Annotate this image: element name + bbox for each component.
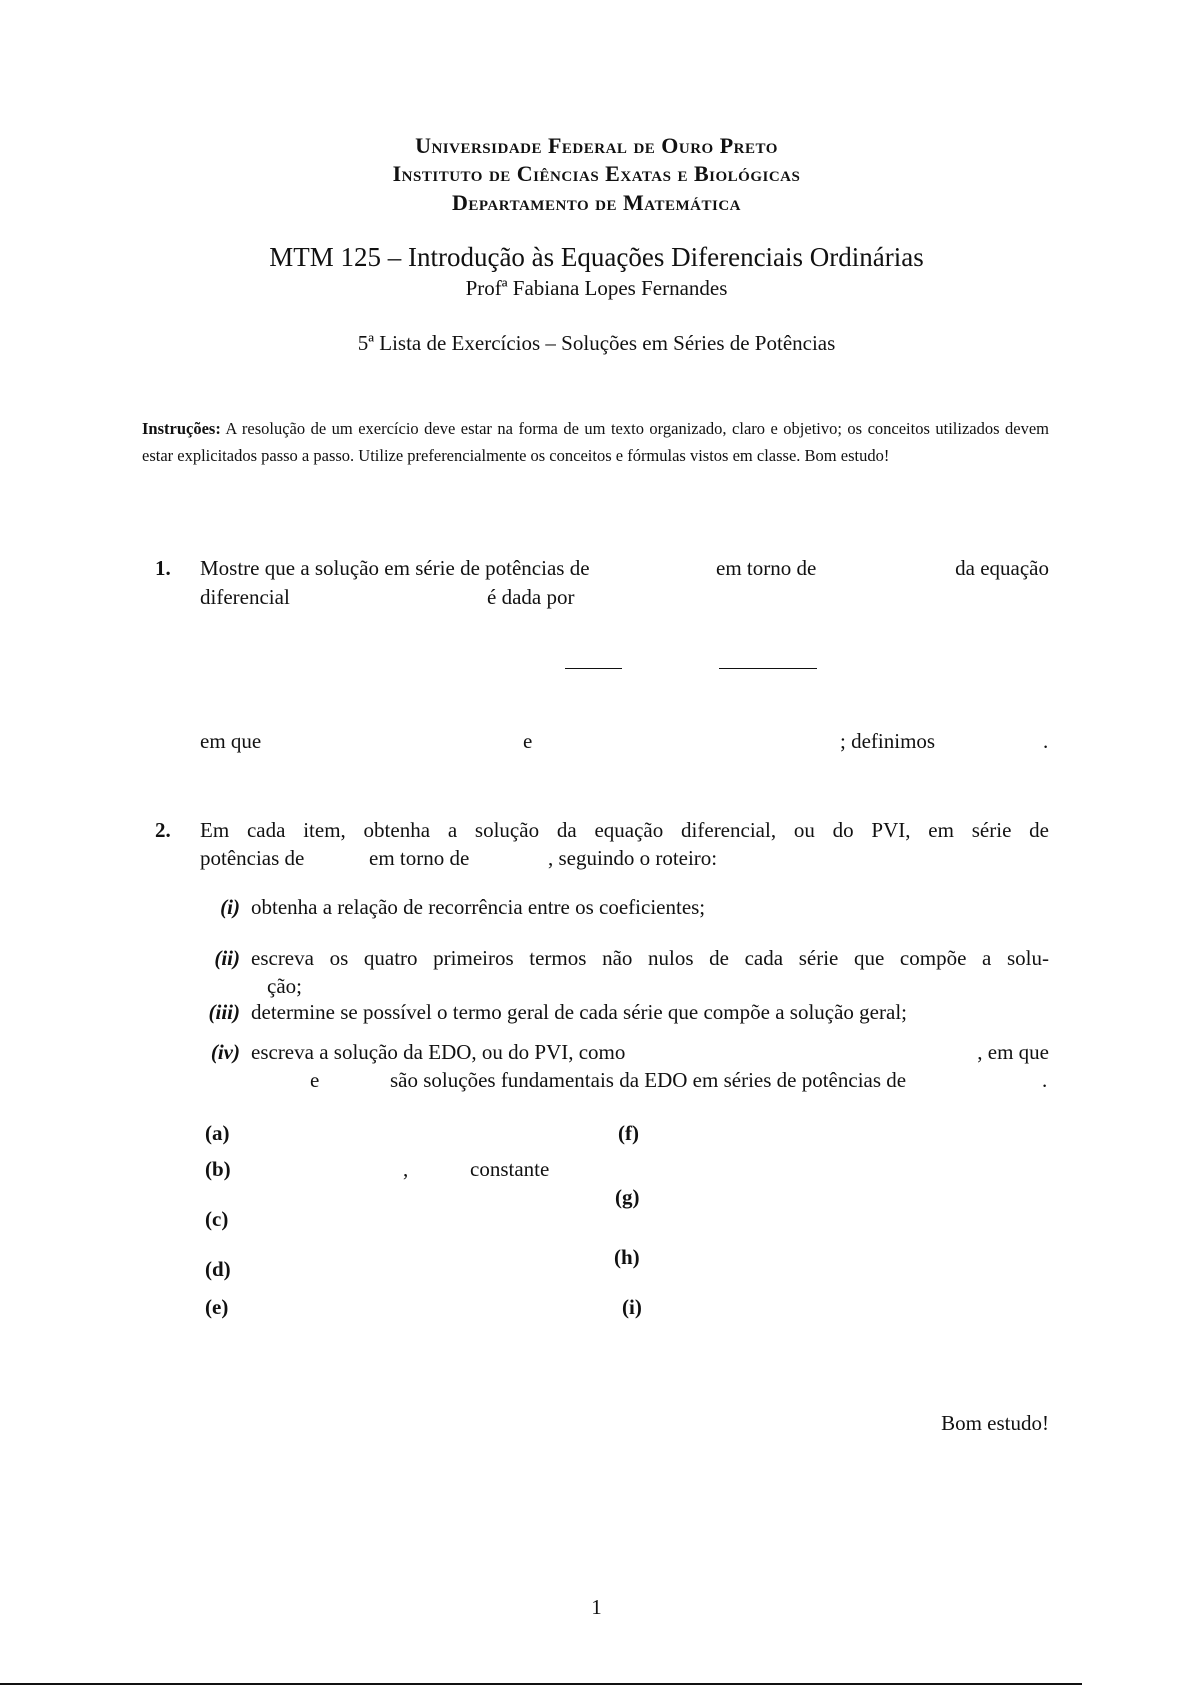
q1-text: em que (200, 729, 262, 753)
item-a-label: (a) (205, 1121, 230, 1145)
item-g-label: (g) (615, 1185, 640, 1209)
q2-text: , seguindo o roteiro: (548, 846, 718, 870)
q2-number: 2. (155, 818, 171, 842)
item-d-label: (d) (205, 1257, 231, 1281)
step-text: escreva os quatro primeiros termos não nulos de cada série que compõe a solu- (251, 946, 1049, 970)
fraction-bar (565, 668, 622, 669)
q1-number: 1. (155, 556, 171, 580)
university-name: Universidade Federal de Ouro Preto (415, 133, 778, 158)
q1-text: é dada por (487, 585, 575, 609)
step-label: (iv) (210, 1040, 240, 1064)
item-h-label: (h) (614, 1245, 640, 1269)
step-label: (iii) (208, 1000, 240, 1024)
step-text: ção; (267, 974, 302, 998)
q2-text: potências de (200, 846, 305, 870)
q2-text: em torno de (369, 846, 470, 870)
item-f-label: (f) (618, 1121, 639, 1145)
q2-text: Em cada item, obtenha a solução da equação diferencial, ou do PVI, em série de (200, 818, 1049, 842)
item-b-text: , (403, 1157, 409, 1181)
q1-text: e (523, 729, 533, 753)
fraction-bar (719, 668, 817, 669)
q1-text: diferencial (200, 585, 290, 609)
item-i-label: (i) (622, 1295, 642, 1319)
course-title: MTM 125 – Introdução às Equações Diferenciais Ordinárias (269, 242, 924, 272)
q1-text: em torno de (716, 556, 817, 580)
q1-text: Mostre que a solução em série de potências de (200, 556, 590, 580)
step-text: e (310, 1068, 320, 1092)
step-text: escreva a solução da EDO, ou do PVI, como (251, 1040, 626, 1064)
instructions (142, 415, 1049, 469)
instructions-label: Instruções: (142, 419, 221, 438)
step-label: (ii) (214, 946, 240, 970)
institute-name: Instituto de Ciências Exatas e Biológicas (392, 161, 801, 186)
page-number: 1 (591, 1595, 602, 1619)
professor-name: Profª Fabiana Lopes Fernandes (465, 276, 728, 300)
item-b-label: (b) (205, 1157, 231, 1181)
closing-text: Bom estudo! (941, 1411, 1049, 1435)
instructions-text: A resolução de um exercício deve estar na forma de um texto organizado, claro e objetivo; os conceitos utilizados devem estar explicitados passo a passo. Utilize preferencialmente os conceitos e fórmulas vistos em classe. Bom estudo! (142, 419, 1049, 465)
item-c-label: (c) (205, 1207, 229, 1231)
list-title: 5ª Lista de Exercícios – Soluções em Séries de Potências (357, 331, 836, 355)
q1-text: da equação (955, 556, 1049, 580)
step-text: . (1042, 1068, 1048, 1092)
q1-text: . (1043, 729, 1049, 753)
item-e-label: (e) (205, 1295, 229, 1319)
step-text: são soluções fundamentais da EDO em séries de potências de (390, 1068, 907, 1092)
item-b-text: constante (470, 1157, 550, 1181)
step-text: obtenha a relação de recorrência entre os coeficientes; (251, 895, 706, 919)
step-text: , em que (977, 1040, 1049, 1064)
step-label: (i) (220, 895, 240, 919)
q1-text: ; definimos (840, 729, 936, 753)
step-text: determine se possível o termo geral de cada série que compõe a solução geral; (251, 1000, 907, 1024)
department-name: Departamento de Matemática (451, 190, 742, 215)
